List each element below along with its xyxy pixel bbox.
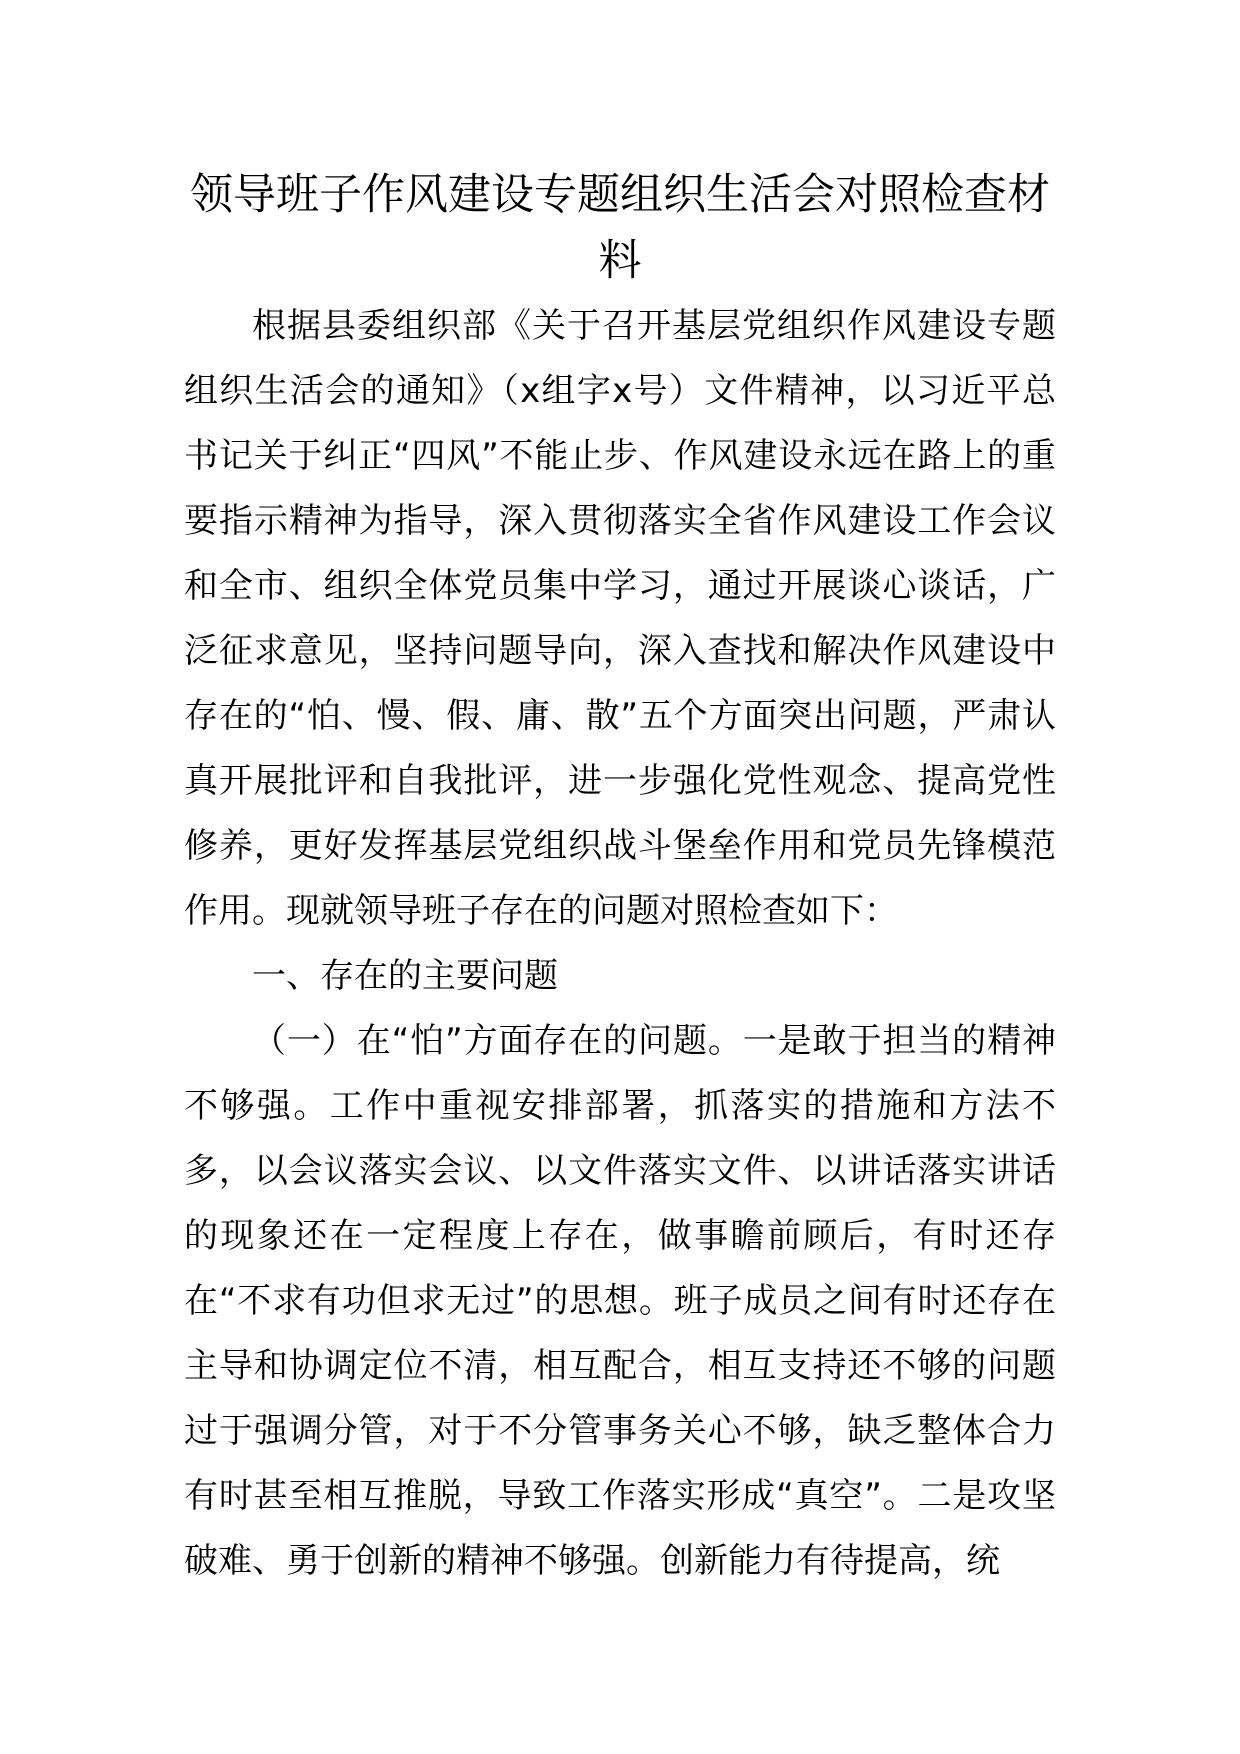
- document-title: 领导班子作风建设专题组织生活会对照检查材料: [190, 170, 1050, 286]
- section-heading: 一、存在的主要问题: [252, 956, 558, 996]
- body-paragraph: （一）在“怕”方面存在的问题。一是敢于担当的精神不够强。工作中重视安排部署，抓落实的措施和方法不多，以会议落实会议、以文件落实文件、以讲话落实讲话的现象还在一定程度上存在，做事瞻前顾后，有时还存在“不求有功但求无过”的思想。班子成员之间有时还存在主导和协调定位不清，相互配合，相互支持还不够的问题过于强调分管，对于不分管事务关心不够，缺乏整体合力有时甚至相互推脱，导致工作落实形成“真空”。二是攻坚破难、勇于创新的精神不够强。创新能力有待提高，统: [184, 1021, 1056, 1581]
- intro-paragraph: 根据县委组织部《关于召开基层党组织作风建设专题组织生活会的通知》（x组字x号）文件精神，以习近平总书记关于纠正“四风”不能止步、作风建设永远在路上的重要指示精神为指导，深入贯彻落实全省作风建设工作会议和全市、组织全体党员集中学习，通过开展谈心谈话，广泛征求意见，坚持问题导向，深入查找和解决作风建设中存在的“怕、慢、假、庸、散”五个方面突出问题，严肃认真开展批评和自我批评，进一步强化党性观念、提高党性修养，更好发挥基层党组织战斗堡垒作用和党员先锋模范作用。现就领导班子存在的问题对照检查如下：: [184, 306, 1056, 931]
- document-body: [184, 294, 1056, 1594]
